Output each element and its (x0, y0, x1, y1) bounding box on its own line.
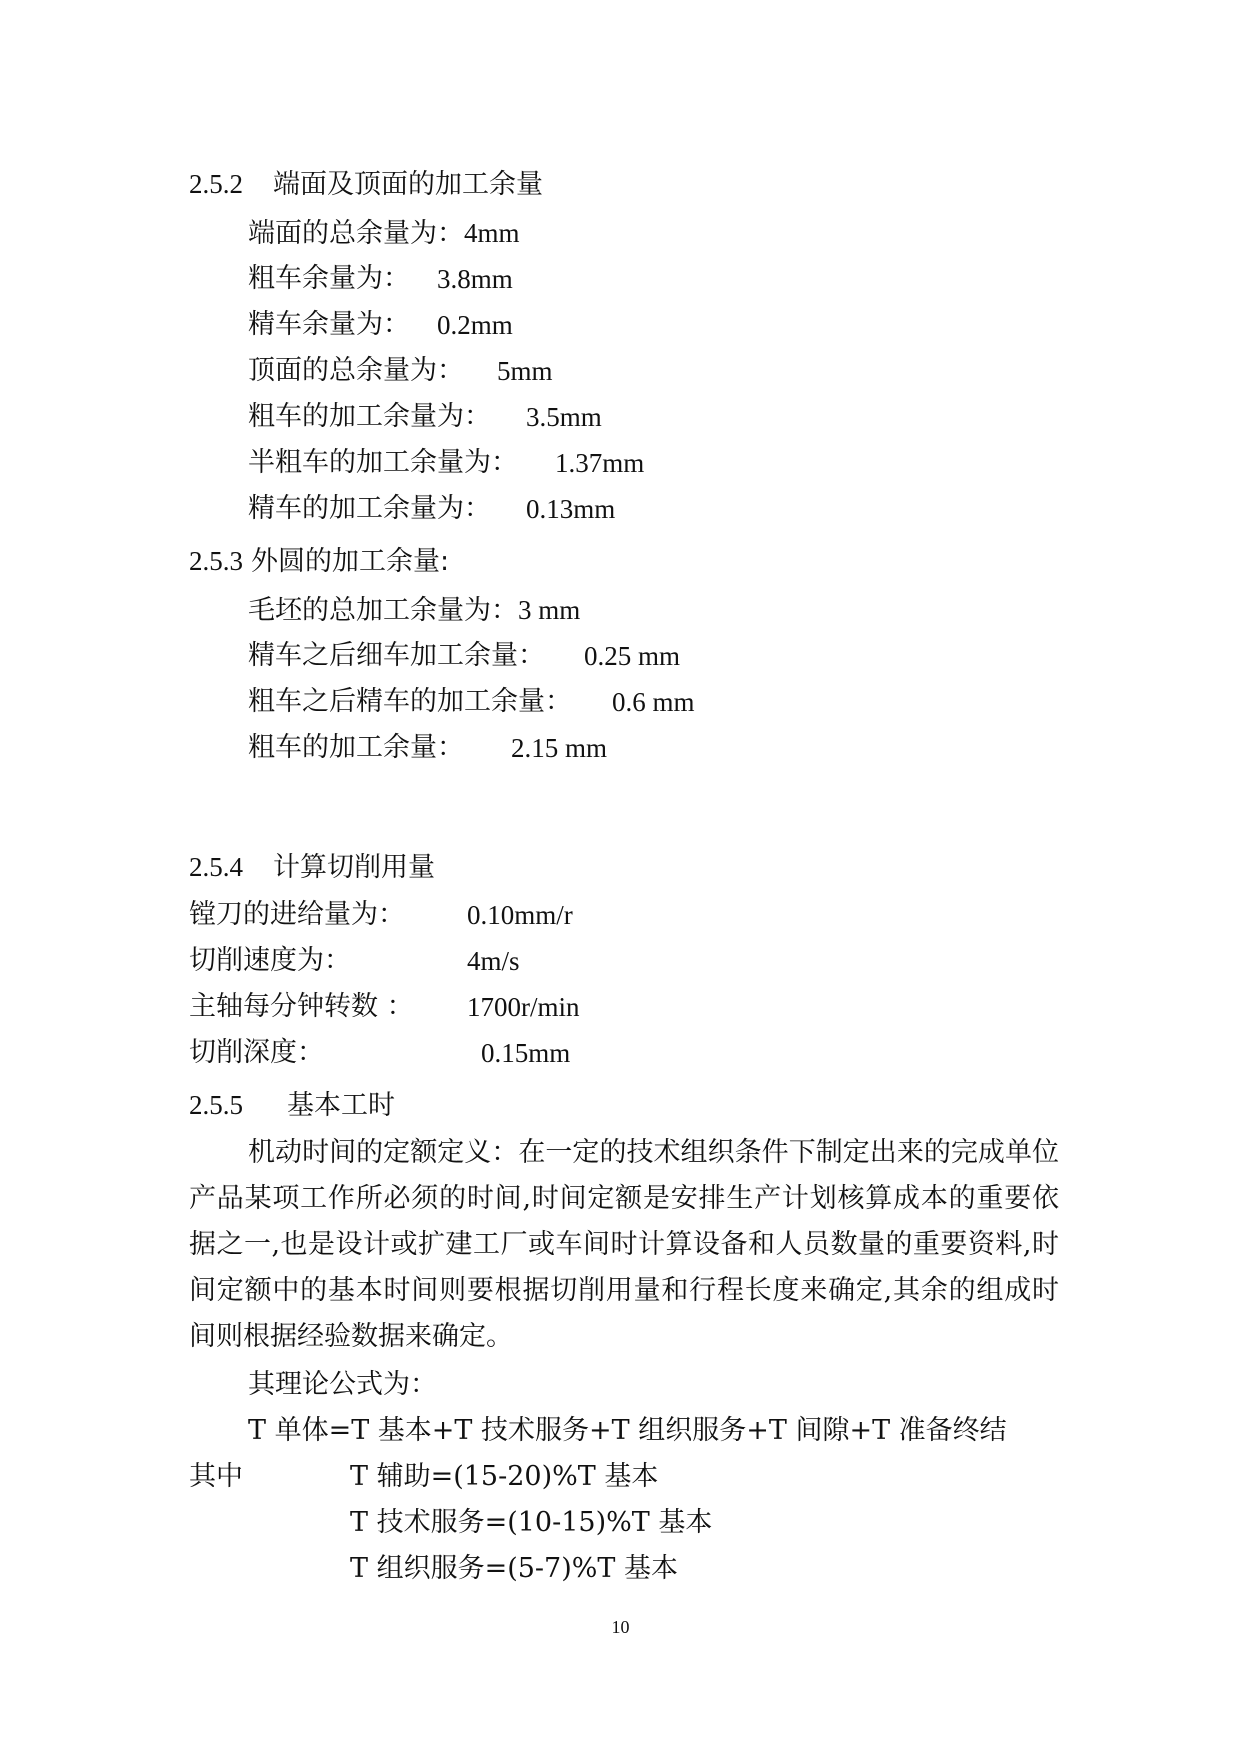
param-value: 0.15mm (481, 1038, 571, 1068)
section-heading (189, 849, 435, 886)
section-title: 外圆的加工余量: (251, 546, 450, 577)
list-item-value: 0.13mm (526, 494, 616, 524)
list-item-value: 0.25 mm (584, 641, 681, 671)
where-item: T 组织服务=(5-7)%T 基本 (350, 1553, 679, 1584)
list-item-label: 粗车余量为： (248, 263, 410, 294)
list-item-value: 1.37mm (555, 448, 645, 478)
param-label: 主轴每分钟转数 ： (189, 991, 414, 1022)
list-item-value: 3.5mm (526, 402, 602, 432)
formula-intro: 其理论公式为： (248, 1369, 437, 1400)
body-paragraph: 机动时间的定额定义：在一定的技术组织条件下制定出来的完成单位产品某项工作所必须的时间,时间定额是安排生产计划核算成本的重要依据之一,也是设计或扩建工厂或车间时计算设备和人员数量的重要资料,时间定额中的基本时间则要根据切削用量和行程长度来确定,其余的组成时间则根据经验数据来确定。 (189, 1137, 1059, 1352)
param-label: 切削深度： (189, 1037, 324, 1068)
list-item-value: 0.6 mm (612, 687, 695, 717)
param-value: 1700r/min (467, 992, 580, 1022)
section-heading (189, 1087, 395, 1124)
list-item-value: 0.2mm (437, 310, 513, 340)
section-title: 端面及顶面的加工余量 (273, 169, 543, 200)
list-item-label: 顶面的总余量为： (248, 355, 464, 386)
list-item-label: 精车之后细车加工余量： (248, 640, 545, 671)
list-item: 毛坯的总加工余量为：3 mm (248, 595, 581, 626)
list-item-value: 5mm (497, 356, 553, 386)
param-value: 0.10mm/r (467, 900, 573, 930)
where-label: 其中 (189, 1461, 243, 1492)
list-item-value: 2.15 mm (511, 733, 608, 763)
section-title: 计算切削用量 (273, 852, 435, 883)
list-item-label: 粗车的加工余量为： (248, 401, 491, 432)
section-number: 2.5.5 (189, 1090, 243, 1120)
section-number: 2.5.2 (189, 169, 243, 199)
list-item-label: 粗车之后精车的加工余量： (248, 686, 572, 717)
formula: T 单体=T 基本+T 技术服务+T 组织服务+T 间隙+T 准备终结 (248, 1415, 1007, 1446)
param-label: 切削速度为： (189, 945, 351, 976)
param-label: 镗刀的进给量为： (189, 899, 405, 930)
where-item: T 技术服务=(10-15)%T 基本 (350, 1507, 713, 1538)
list-item-label: 粗车的加工余量： (248, 732, 464, 763)
section-title: 基本工时 (287, 1090, 395, 1121)
page-number: 10 (611, 1617, 630, 1637)
section-heading (189, 166, 543, 203)
list-item: 端面的总余量为：4mm (248, 218, 520, 249)
section-heading (189, 543, 449, 580)
list-item-value: 3.8mm (437, 264, 513, 294)
list-item-label: 半粗车的加工余量为： (248, 447, 518, 478)
section-number: 2.5.3 (189, 546, 243, 576)
where-item: T 辅助=(15-20)%T 基本 (350, 1461, 659, 1492)
list-item-label: 精车的加工余量为： (248, 493, 491, 524)
section-number: 2.5.4 (189, 852, 243, 882)
list-item-label: 精车余量为： (248, 309, 410, 340)
param-value: 4m/s (467, 946, 520, 976)
